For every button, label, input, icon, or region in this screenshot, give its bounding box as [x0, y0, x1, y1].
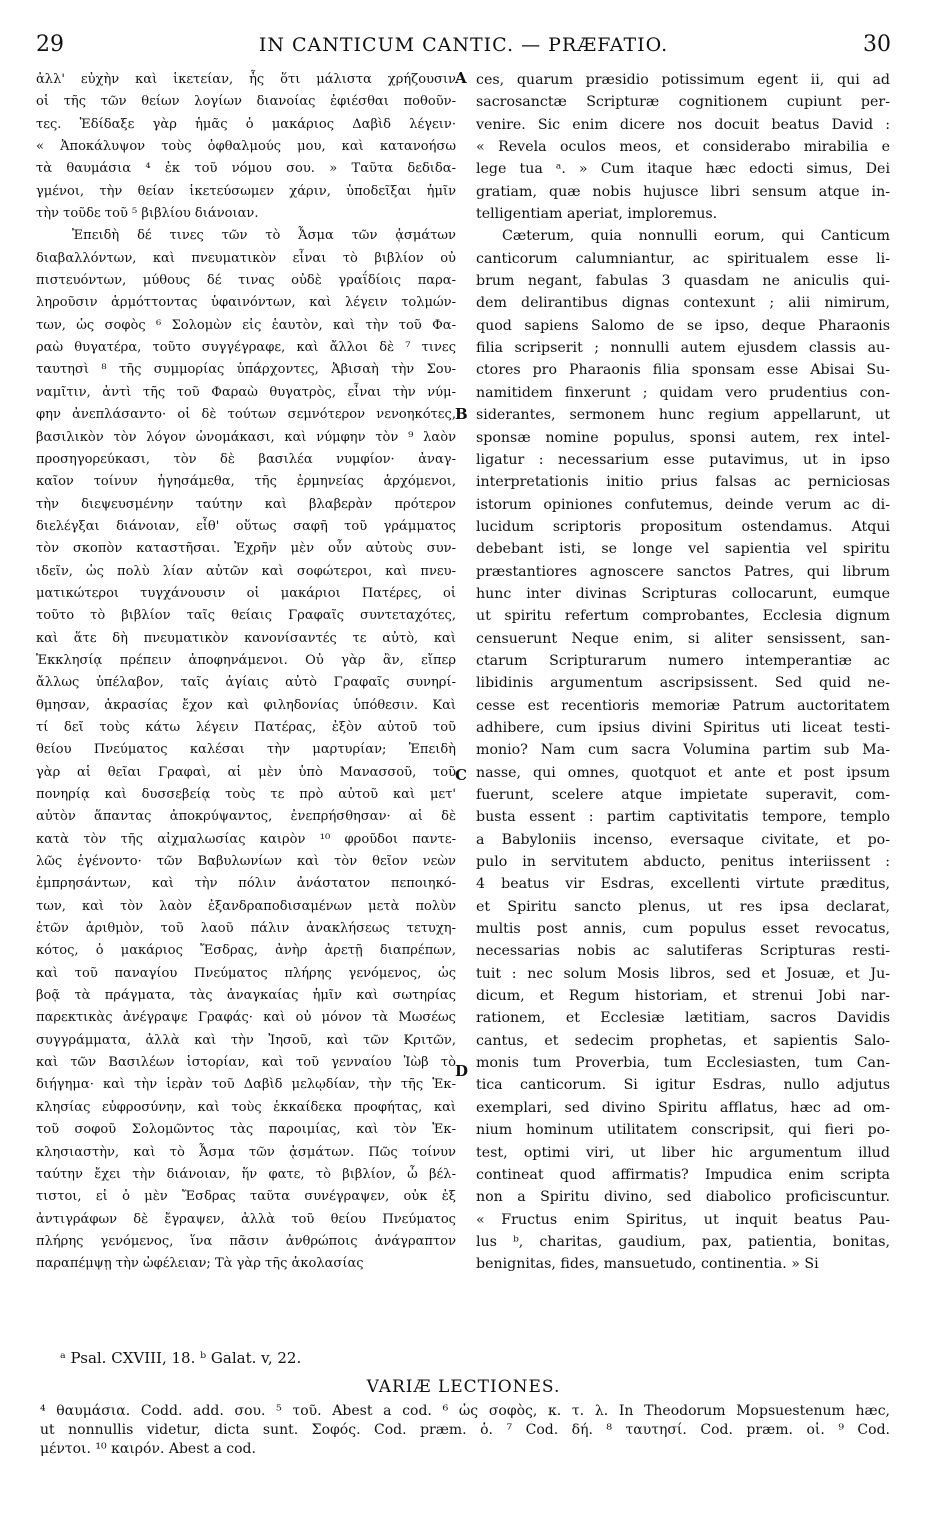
greek-text-line: των, ὡς σοφὸς ⁶ Σολομὼν εἰς ἑαυτὸν, καὶ τὴν τοῦ Φα- — [36, 317, 456, 333]
greek-text-line: τιστοι, εἰ ὁ μὲν Ἔσδρας ταῦτα συνέγραψεν, οὐκ ἐξ — [36, 1189, 456, 1205]
greek-text-line: βασιλικὸν τὸν λόγον ὠνομάκασι, καὶ νύμφην τὸν ⁹ λαὸν — [36, 429, 456, 445]
variae-lectiones-line: μέντοι. ¹⁰ καιρόν. Abest a cod. — [40, 1441, 256, 1457]
latin-text-line: monio? Nam cum sacra Volumina partim sub Ma- — [476, 742, 890, 759]
latin-text-line: præstantiores agnoscere sanctos Patres, qui librum — [476, 563, 890, 580]
latin-text-line: nasse, qui omnes, quotquot et ante et post ipsum — [476, 764, 890, 781]
greek-text-line: θμησαν, ἀκρασίας ἔχον καὶ φιληδονίας ὑπόθεσιν. Καὶ — [36, 697, 456, 713]
latin-text-line: test, optimi viri, ut liber hic argumentum illud — [476, 1144, 890, 1161]
greek-text-line: διήγημα· καὶ τὴν ἱερὰν τοῦ Δαβὶδ μελῳδίαν, τὴν τῆς Ἐκ- — [36, 1077, 456, 1093]
latin-text-line: contineat quod affirmatis? Impudica enim scripta — [476, 1166, 890, 1183]
latin-text-line: venire. Sic enim dicere nos docuit beatus David : — [476, 116, 890, 133]
margin-marker-b: B — [455, 405, 468, 423]
greek-text-line: ναμῖτιν, ἀντὶ τῆς τοῦ Φαραὼ θυγατρὸς, εἶναι τὴν νύμ- — [36, 384, 456, 400]
latin-text-line: pulo in servitutem abducto, penitus interiissent : — [476, 854, 890, 871]
page-number-right: 30 — [863, 32, 891, 57]
greek-text-line: κλησίας εὐφροσύνην, καὶ τοὺς ἑκκαίδεκα προφήτας, καὶ — [36, 1099, 456, 1115]
latin-text-line: tica canticorum. Si igitur Esdras, nullo adjutus — [476, 1077, 890, 1094]
latin-text-line: rationem, et Ecclesiæ lætitiam, sacros Davidis — [476, 1010, 890, 1027]
greek-text-line: τὴν διεψευσμένην ταύτην καὶ βλαβερὰν πρότερον — [36, 496, 456, 512]
greek-text-line: κατὰ τὸν τῆς αἰχμαλωσίας καιρὸν ¹⁰ φροῦδοι παντε- — [36, 831, 456, 847]
greek-text-line: καὶ ἅτε δὴ πνευματικὸν κανονίσαντές τε αὐτὸ, καὶ — [36, 630, 456, 646]
greek-text-line: προσηγορεύκασι, τὸν δὲ βασιλέα νυμφίον· ἀναγ- — [36, 451, 456, 467]
page-number-left: 29 — [36, 32, 64, 57]
latin-text-line: lucidum scriptoris propositum ostendamus. Atqui — [476, 518, 890, 535]
latin-text-line: non a Spiritu divino, sed diabolico proficiscuntur. — [476, 1189, 890, 1206]
greek-text-line: θείου Πνεύματος καλέσαι τὴν μαρτυρίαν; Ἐπειδὴ — [36, 742, 456, 758]
latin-text-line: namitidem finxerunt ; quidam vero prudentius con- — [476, 384, 890, 401]
greek-text-line: τί δεῖ τοὺς κάτω λέγειν Πατέρας, ἐξὸν αὐτοῦ τοῦ — [36, 719, 456, 735]
latin-text-line: necessarias nobis ac salutiferas Scripturas resti- — [476, 943, 890, 960]
latin-text-line: « Revela oculos meos, et considerabo mirabilia e — [476, 139, 890, 156]
greek-text-line: ἀντιγράφων δὲ ἔγραψεν, ἀλλὰ τοῦ θείου Πνεύματος — [36, 1211, 456, 1227]
margin-marker-c: C — [455, 766, 467, 784]
latin-text-line: dem delirantibus dignas contexunt ; alii nimirum, — [476, 295, 890, 312]
footnotes: ᵃ Psal. CXVIII, 18. ᵇ Galat. v, 22. — [60, 1349, 302, 1367]
greek-text-line: παρεκτικὰς ἀνέγραψε Γραφάς· καὶ οὐ μόνον τὰ Μωσέως — [36, 1010, 456, 1026]
latin-text-line: ctarum Scripturarum numero intemperantiæ ac — [476, 652, 890, 669]
latin-text-line: telligentiam aperiat, imploremus. — [476, 206, 718, 223]
latin-text-line: sacrosanctæ Scripturæ cognitionem cupiunt per- — [476, 94, 890, 111]
latin-text-line: debebant isti, se longe vel sapientia vel spiritu — [476, 541, 890, 558]
greek-text-line: των, καὶ τὸν λαὸν ἐξανδραποδισαμένων μετὰ πολὺν — [36, 898, 456, 914]
latin-text-line: fuerunt, scelere atque impietate superavit, com- — [476, 787, 890, 803]
latin-text-line: busta essent : partim captivitatis tempore, templo — [476, 809, 890, 826]
greek-text-line: τες. Ἐδίδαξε γὰρ ἡμᾶς ὁ μακάριος Δαβὶδ λέγειν· — [36, 116, 456, 132]
greek-text-line: γὰρ αἱ θεῖαι Γραφαὶ, αἱ μὲν ὑπὸ Μανασσοῦ, τοῦ — [36, 764, 456, 780]
latin-column — [476, 69, 890, 1276]
greek-text-line: βοᾷ τὰ πράγματα, τὰς ἀναγκαίας ἡμῖν καὶ σωτηρίας — [36, 988, 456, 1004]
greek-text-line: « Ἀποκάλυψον τοὺς ὀφθαλμούς μου, καὶ κατανοήσω — [36, 139, 456, 155]
latin-text-line: a Babyloniis incenso, eversaque civitate, et po- — [476, 831, 890, 848]
latin-text-line: canticorum calumniantur, ac spiritualem esse li- — [476, 250, 890, 267]
greek-text-line: Ἐπειδὴ δέ τινες τῶν τὸ Ἆσμα τῶν ᾀσμάτων — [72, 228, 456, 244]
latin-text-line: filia scripserit ; nonnulli autem ejusdem classis au- — [476, 340, 890, 357]
margin-marker-a: A — [455, 69, 467, 87]
greek-text-line: πλήρης γενόμενος, ἵνα πᾶσιν ἀνθρώποις ἀνάγραπτον — [36, 1233, 456, 1249]
greek-text-line: τὰ θαυμάσια ⁴ ἐκ τοῦ νόμου σου. » Ταῦτα δεδιδα- — [36, 161, 456, 177]
greek-text-line: διελέγξαι διάνοιαν, εἶθ' οὕτως σαφῆ τοῦ γράμματος — [36, 518, 456, 534]
greek-text-line: τὸν σκοπὸν καταστῆσαι. Ἐχρῆν μὲν οὖν αὐτοὺς συν- — [36, 541, 456, 557]
latin-text-line: Cæterum, quia nonnulli eorum, qui Canticum — [502, 228, 890, 245]
greek-text-line: ἐτῶν ἀριθμὸν, τοῦ λαοῦ πάλιν ἀνακλήσεως τετυχη- — [36, 921, 456, 937]
greek-text-line: καῖον τοίνυν ἡγησάμεθα, τῆς ἑρμηνείας ἀρχόμενοι, — [36, 474, 456, 490]
variae-lectiones-title: VARIÆ LECTIONES. — [366, 1377, 561, 1397]
latin-text-line: gratiam, quæ nobis hujusce libri sensum atque in- — [476, 183, 890, 200]
latin-text-line: dicum, et Regum historiam, et strenui Jobi nar- — [476, 988, 890, 1005]
variae-lectiones-line: ut nonnullis videtur, dicta sunt. Σοφός. Cod. præm. ὁ. ⁷ Cod. δή. ⁸ ταυτησί. Cod. præm. οἱ. ⁹ Cod. — [40, 1422, 890, 1438]
latin-text-line: tuit : nec solum Mosis libros, sed et Josuæ, et Ju- — [476, 965, 890, 982]
latin-text-line: lus ᵇ, charitas, gaudium, pax, patientia, bonitas, — [476, 1233, 890, 1250]
greek-text-line: παραπέμψῃ τὴν ὠφέλειαν; Τὰ γὰρ τῆς ἀκολασίας — [36, 1256, 364, 1272]
latin-text-line: hunc inter divinas Scripturas collocarunt, eumque — [476, 585, 890, 602]
greek-text-line: φην ἀνεπλάσαντο· οἱ δὲ τούτων σεμνότερον νενοηκότες, — [36, 407, 456, 423]
variae-lectiones-body — [40, 1402, 890, 1459]
greek-text-line: τὴν τοῦδε τοῦ ⁵ βιβλίου διάνοιαν. — [36, 206, 259, 222]
greek-text-line: γμένοι, τὴν θείαν ἱκετεύσωμεν χάριν, ὑποδεῖξαι ἡμῖν — [36, 183, 456, 199]
greek-text-line: οἱ τῆς τῶν θείων λογίων διανοίας ἐφιέσθαι ποθοῦν- — [36, 94, 456, 110]
latin-text-line: benignitas, fides, mansuetudo, continentia. » Si — [476, 1256, 819, 1273]
greek-text-line: πιστευόντων, μύθους δέ τινας οὐδὲ γραΐδίοις παρα- — [36, 273, 456, 289]
greek-text-line: ἀλλ' εὐχὴν καὶ ἱκετείαν, ἧς ὅτι μάλιστα χρήζουσιν — [36, 72, 456, 87]
latin-text-line: ut spiritu refertum comprobantes, Ecclesia dignum — [476, 608, 890, 625]
greek-text-line: ιδεῖν, ὡς πολὺ λίαν αὐτῶν καὶ σοφώτεροι, καὶ πνευ- — [36, 563, 456, 579]
greek-text-line: ἐμπρησάντων, καὶ τὴν πόλιν ἀνάστατον πεποιηκό- — [36, 876, 456, 892]
latin-text-line: censuerunt Neque enim, si aliter sensissent, san- — [476, 630, 890, 647]
latin-text-line: monis tum Proverbia, tum Ecclesiasten, tum Can- — [476, 1055, 890, 1072]
latin-text-line: cantus, et sedecim prophetas, et sapientis Salo- — [476, 1032, 890, 1049]
latin-text-line: cesse est recentioris memoriæ Patrum auctoritatem — [476, 697, 890, 714]
latin-text-line: brum negant, fabulas 3 quasdam ne aniculis qui- — [476, 273, 890, 290]
greek-text-line: ματικώτεροι τυγχάνουσιν οἱ μακάριοι Πατέρες, οἱ — [36, 585, 456, 601]
latin-text-line: ces, quarum præsidio potissimum egent ii, qui ad — [476, 72, 890, 88]
latin-text-line: ctores pro Pharaonis filia sponsam esse Abisai Su- — [476, 362, 890, 379]
greek-text-line: κότος, ὁ μακάριος Ἔσδρας, ἀνὴρ ἀρετῇ διαπρέπων, — [36, 943, 456, 959]
greek-text-line: καὶ τῶν Βασιλέων ἱστορίαν, καὶ τοῦ γενναίου Ἰὼβ τὸ — [36, 1055, 456, 1071]
greek-text-line: τοῦ σοφοῦ Σολομῶντος τὰς παροιμίας, καὶ τὸν Ἐκ- — [36, 1122, 456, 1138]
latin-text-line: sponsæ nomine populus, sponsi autem, rex intel- — [476, 429, 890, 446]
greek-text-line: λῶς ἐγένοντο· τῶν Βαβυλωνίων καὶ τὸν θεῖον νεὼν — [36, 854, 456, 870]
latin-text-line: nium hominum utilitatem conscripsit, qui fieri po- — [476, 1122, 890, 1139]
latin-text-line: interpretationis initio prius falsas ac perniciosas — [476, 474, 890, 491]
variae-lectiones-line: ⁴ θαυμάσια. Codd. add. σου. ⁵ τοῦ. Abest a cod. ⁶ ὡς σοφὸς, κ. τ. λ. In Theodorum Mopsuestenum hæc, — [40, 1403, 890, 1419]
latin-text-line: istorum opiniones confutemus, deinde verum ac di- — [476, 496, 890, 513]
latin-text-line: adhibere, cum ipsius divini Spiritus uti liceat testi- — [476, 719, 890, 736]
latin-text-line: siderantes, sermonem hunc regium appellarunt, ut — [476, 407, 890, 424]
greek-text-line: ταυτησὶ ⁸ τῆς συμμορίας ὑπάρχοντες, Ἀβισαὴ τὴν Σου- — [36, 362, 456, 378]
latin-text-line: lege tua ᵃ. » Cum itaque hæc edocti simus, Dei — [476, 161, 890, 178]
greek-text-line: Ἐκκλησίᾳ πρέπειν ἀποφηνάμενοι. Οὐ γὰρ ἂν, εἴπερ — [36, 652, 456, 668]
latin-text-line: « Fructus enim Spiritus, ut inquit beatus Pau- — [476, 1211, 890, 1228]
greek-text-line: ληροῦσιν ἁρμόττοντας ὑφαινόντων, καὶ λέγειν τολμών- — [36, 295, 456, 311]
greek-text-line: αὐτὸν ἅπαντας ἀποκρύψαντος, ἐνεπρήσθησαν· αἱ δὲ — [36, 809, 456, 825]
margin-marker-d: D — [455, 1062, 469, 1080]
latin-text-line: quod sapiens Salomo de se ipso, deque Pharaonis — [476, 317, 890, 334]
greek-text-line: πονηρίᾳ καὶ δυσσεβείᾳ τοὺς τε πρὸ αὐτοῦ καὶ μετ' — [36, 787, 456, 802]
greek-text-line: τοῦτο τὸ βιβλίον ταῖς θείαις Γραφαῖς συντεταχότες, — [36, 608, 456, 624]
greek-text-line: συγγράμματα, ἀλλὰ καὶ τὴν Ἰησοῦ, καὶ τῶν Κριτῶν, — [36, 1032, 456, 1048]
latin-text-line: exemplari, sed divino Spiritu afflatus, hæc ad om- — [476, 1099, 890, 1116]
latin-text-line: ligatur : necessarium esse putavimus, ut in ipso — [476, 451, 890, 468]
running-title: IN CANTICUM CANTIC. — PRÆFATIO. — [258, 34, 669, 56]
greek-text-line: καὶ τοῦ παναγίου Πνεύματος πλήρης γενόμενος, ὡς — [36, 965, 456, 981]
greek-text-line: διαβαλλόντων, καὶ πνευματικὸν εἶναι τὸ βιβλίον οὐ — [36, 250, 456, 266]
latin-text-line: libidinis argumentum ascripsissent. Sed quid ne- — [476, 675, 890, 692]
latin-text-line: et Spiritu sancto plenus, ut res ipsa declarat, — [476, 898, 890, 915]
page-header — [0, 32, 927, 62]
latin-text-line: multis post annis, cum populus esset revocatus, — [476, 921, 890, 938]
greek-text-line: ταύτην ἔχει τὴν διάνοιαν, ἥν φατε, τὸ βιβλίον, ὦ βέλ- — [36, 1166, 456, 1182]
latin-text-line: 4 beatus vir Esdras, excellenti virtute præditus, — [476, 876, 890, 893]
greek-column — [36, 69, 456, 1276]
greek-text-line: ραὼ θυγατέρα, τοῦτο συγγέγραφε, καὶ ἄλλοι δὲ ⁷ τινες — [36, 340, 456, 356]
greek-text-line: ἄλλως ὑπέλαβον, ταῖς ἁγίαις αὐτὸ Γραφαῖς συνηρί- — [36, 675, 456, 691]
greek-text-line: κλησιαστὴν, καὶ τὸ Ἆσμα τῶν ᾀσμάτων. Πῶς τοίνυν — [36, 1144, 456, 1160]
